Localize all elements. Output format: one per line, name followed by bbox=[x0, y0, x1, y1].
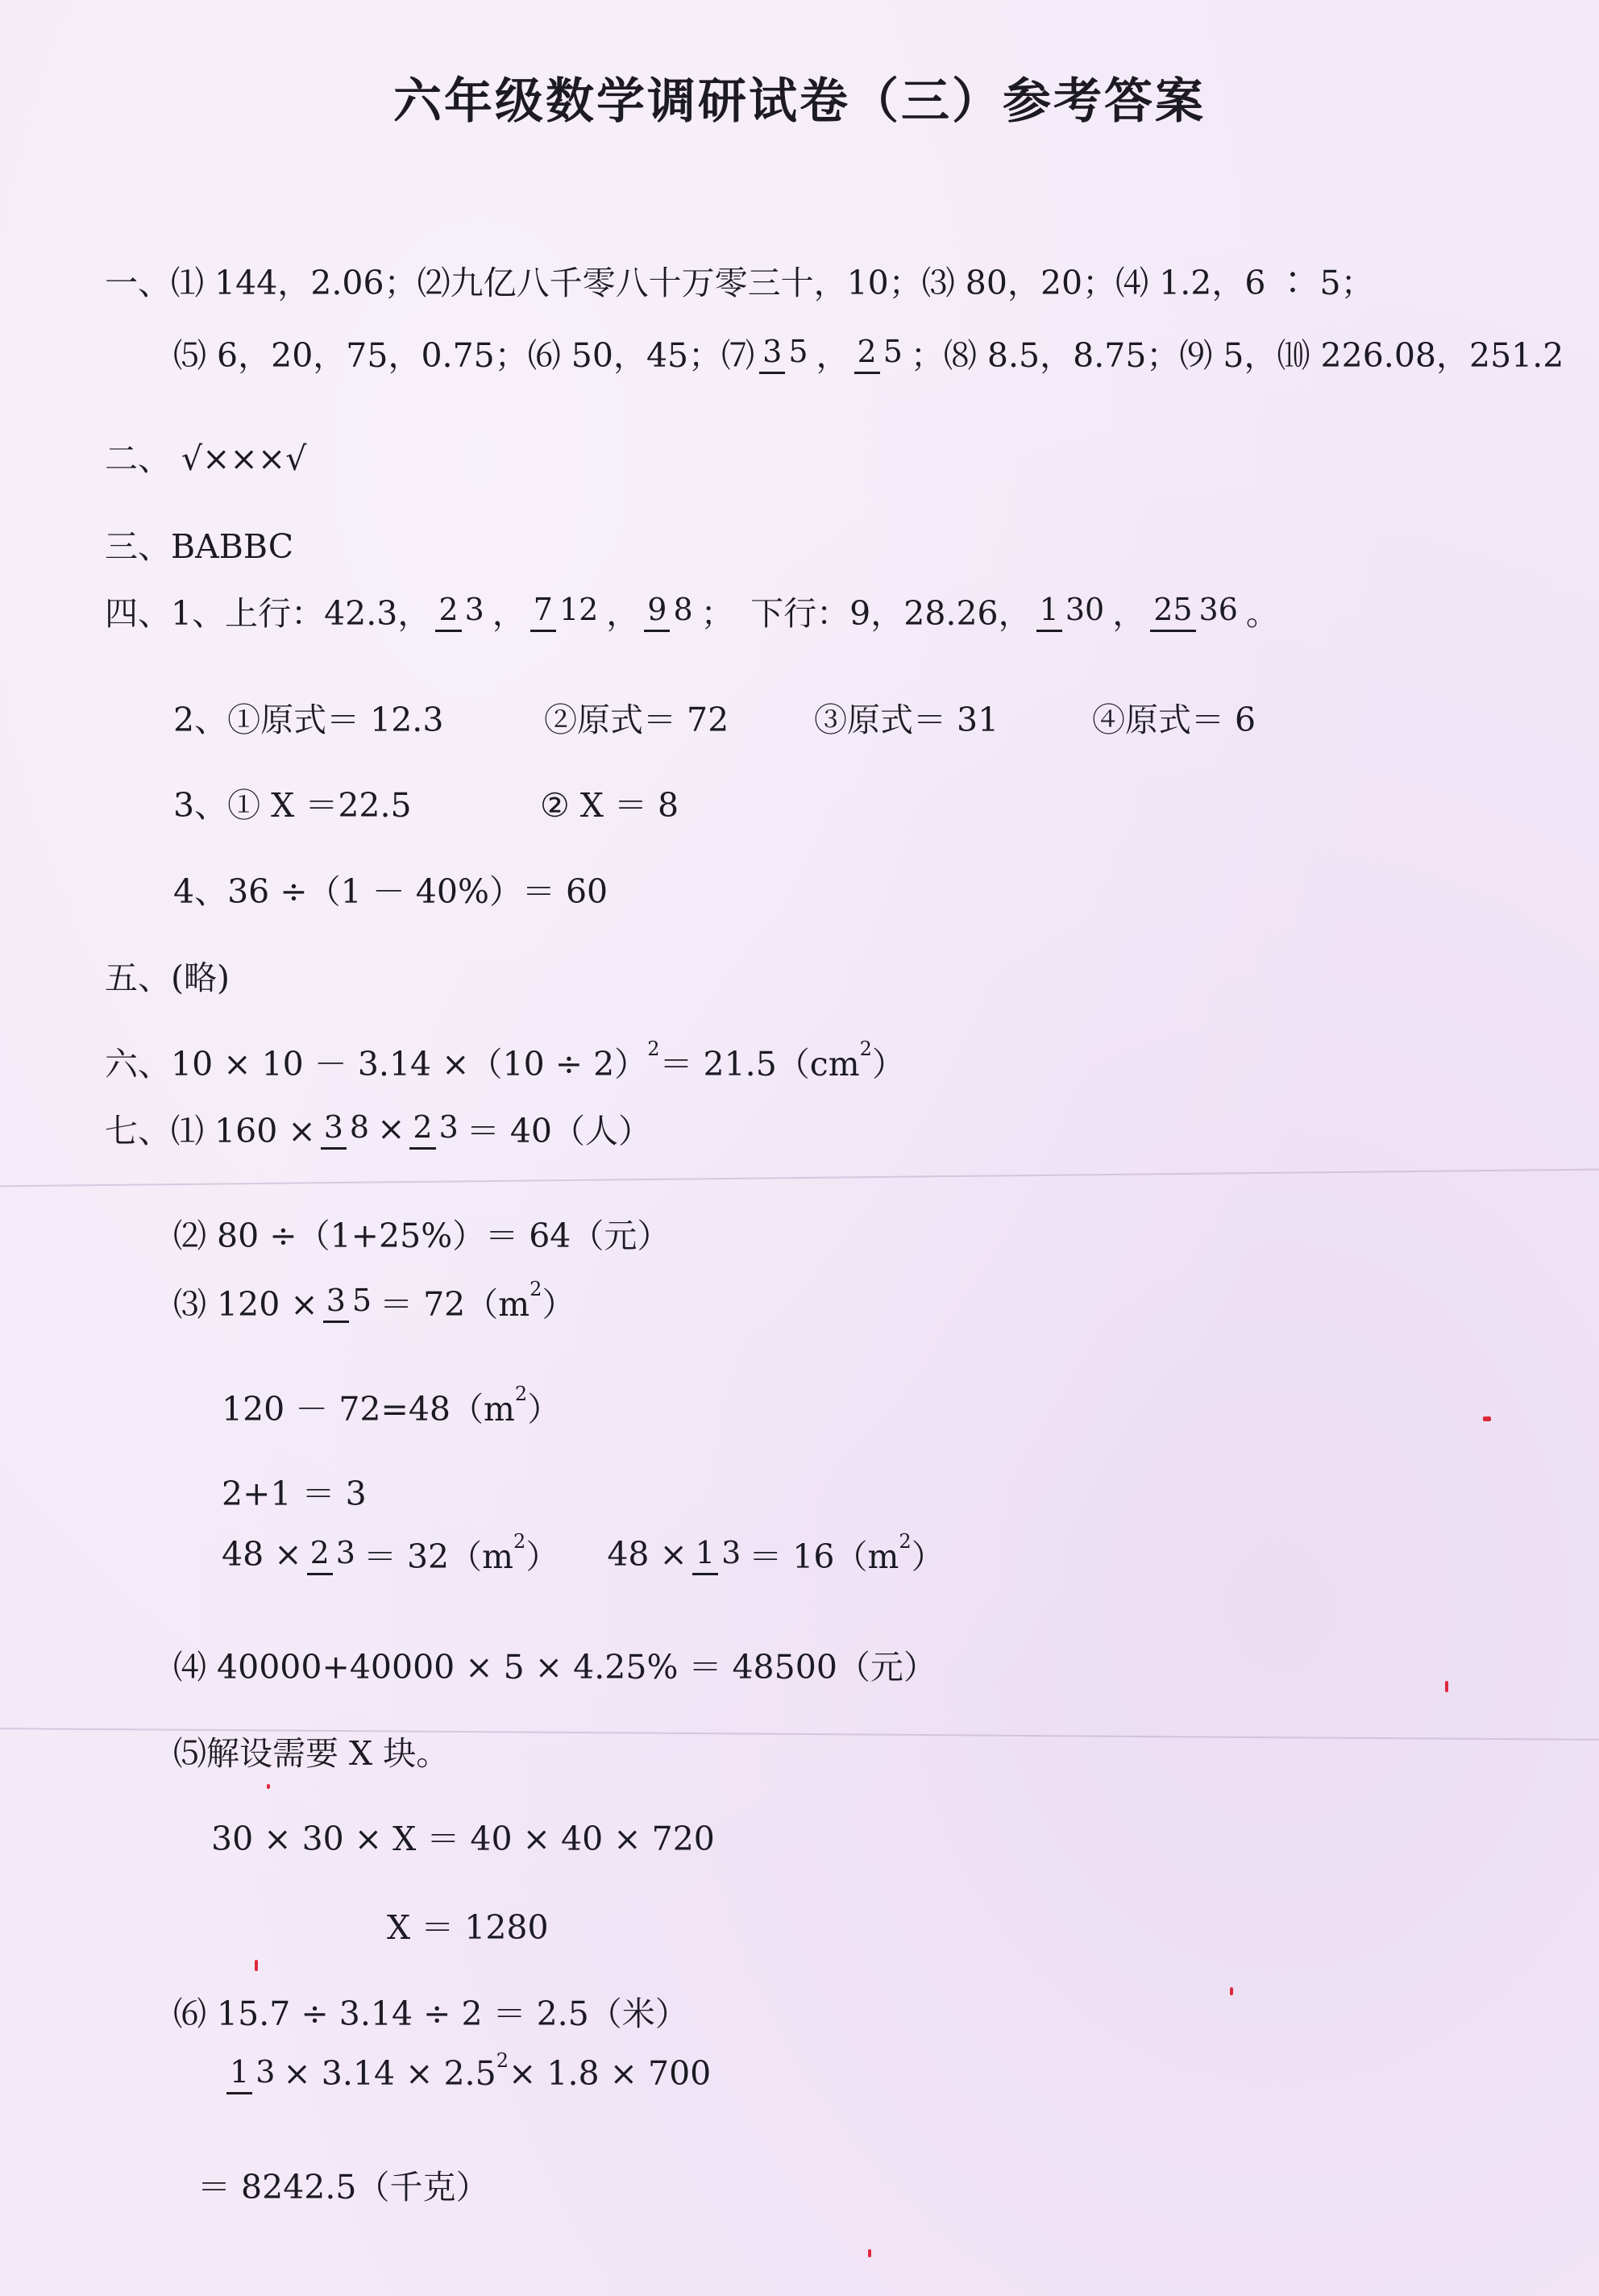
section-4-line-2d: ④原式＝ 6 bbox=[1092, 701, 1256, 739]
section-7-part-3-line-3: 2+1 ＝ 3 bbox=[222, 1475, 367, 1513]
fraction: 7 12 bbox=[530, 589, 602, 632]
section-7-part-1: 七、⑴ 160 × 3 8 × 2 3 ＝ 40（人） bbox=[105, 1104, 651, 1152]
section-7-part-2: ⑵ 80 ÷（1+25%）＝ 64（元） bbox=[173, 1217, 671, 1255]
fraction: 2 3 bbox=[307, 1533, 359, 1575]
fraction: 9 8 bbox=[644, 589, 696, 632]
section-7-part-6-line-3: ＝ 8242.5（千克） bbox=[197, 2168, 489, 2207]
fraction: 25 36 bbox=[1150, 589, 1241, 632]
fraction: 1 30 bbox=[1036, 589, 1108, 632]
section-7-part-3-line-2: 120 － 72=48（m 2 ） bbox=[222, 1382, 561, 1429]
section-4-line-3a: 3、① X ＝22.5 bbox=[173, 786, 412, 825]
fraction: 3 5 bbox=[323, 1280, 375, 1323]
section-4-line-2a: 2、①原式＝ 12.3 bbox=[173, 701, 444, 739]
page-title: 六年级数学调研试卷（三）参考答案 bbox=[393, 73, 1206, 130]
fraction: 3 5 bbox=[759, 331, 811, 374]
fraction: 1 3 bbox=[226, 2052, 278, 2094]
section-4-line-4: 4、36 ÷（1 － 40%）＝ 60 bbox=[173, 872, 608, 911]
fraction: 2 3 bbox=[435, 589, 487, 632]
fraction: 2 3 bbox=[409, 1107, 461, 1150]
section-5: 五、(略) bbox=[105, 959, 230, 997]
section-7-part-6-line-2: 1 3 × 3.14 × 2.5 2 × 1.8 × 700 bbox=[222, 2052, 711, 2094]
section-1-text: ⑸ 6，20，75，0.75；⑹ 50，45；⑺ bbox=[173, 336, 755, 375]
section-7-part-5: ⑸解设需要 X 块。 bbox=[173, 1734, 450, 1773]
section-7-part-5-line-2: 30 × 30 × X ＝ 40 × 40 × 720 bbox=[211, 1820, 715, 1858]
section-7-part-3: ⑶ 120 × 3 5 ＝ 72（m 2 ） bbox=[173, 1277, 575, 1324]
fraction: 1 3 bbox=[692, 1533, 744, 1575]
section-7-part-6: ⑹ 15.7 ÷ 3.14 ÷ 2 ＝ 2.5（米） bbox=[173, 1994, 688, 2033]
section-6: 六、10 × 10 － 3.14 ×（10 ÷ 2） 2 ＝ 21.5（cm 2 ） bbox=[105, 1037, 905, 1084]
section-7-part-3-line-4: 48 × 2 3 ＝ 32（m 2 ） 48 × 1 3 ＝ 16（m 2 ） bbox=[222, 1529, 945, 1576]
section-3: 三、BABBC bbox=[105, 527, 294, 566]
section-4-line-1: 四、1、上行：42.3， 2 3 ， 7 12 ， 9 8 ； 下行：9，28.26， 1 30 ， 25 36 。 bbox=[105, 587, 1279, 634]
section-2: 二、 √×××√ bbox=[105, 439, 307, 478]
section-1-line-1 bbox=[105, 256, 1374, 304]
section-4-line-2c: ③原式＝ 31 bbox=[814, 701, 999, 739]
section-1-line-2: ⑸ 6，20，75，0.75；⑹ 50，45；⑺ 3 5 ， 2 5 ；⑻ 8.5，8.75；⑼ 5，⑽ 226.08，251.2 bbox=[173, 329, 1564, 376]
section-4-line-2b: ②原式＝ 72 bbox=[544, 701, 729, 739]
scan-speck bbox=[1445, 1681, 1448, 1692]
scan-speck bbox=[267, 1784, 270, 1789]
section-1-text: 一、⑴ 144，2.06；⑵九亿八千零八十万零三十，10；⑶ 80，20；⑷ 1.2，6 ∶ 5； bbox=[105, 264, 1374, 302]
fraction: 2 5 bbox=[854, 331, 906, 374]
fraction: 3 8 bbox=[321, 1107, 372, 1150]
section-7-part-5-line-3: X ＝ 1280 bbox=[387, 1908, 549, 1947]
scan-speck bbox=[868, 2249, 871, 2257]
section-7-part-4: ⑷ 40000+40000 × 5 × 4.25% ＝ 48500（元） bbox=[173, 1648, 937, 1687]
section-1-text: ；⑻ 8.5，8.75；⑼ 5，⑽ 226.08，251.2 bbox=[910, 336, 1564, 375]
scan-speck bbox=[1230, 1987, 1233, 1995]
scan-speck bbox=[255, 1960, 258, 1971]
scan-speck bbox=[1483, 1416, 1491, 1421]
section-4-line-3b: ② X ＝ 8 bbox=[540, 786, 679, 825]
